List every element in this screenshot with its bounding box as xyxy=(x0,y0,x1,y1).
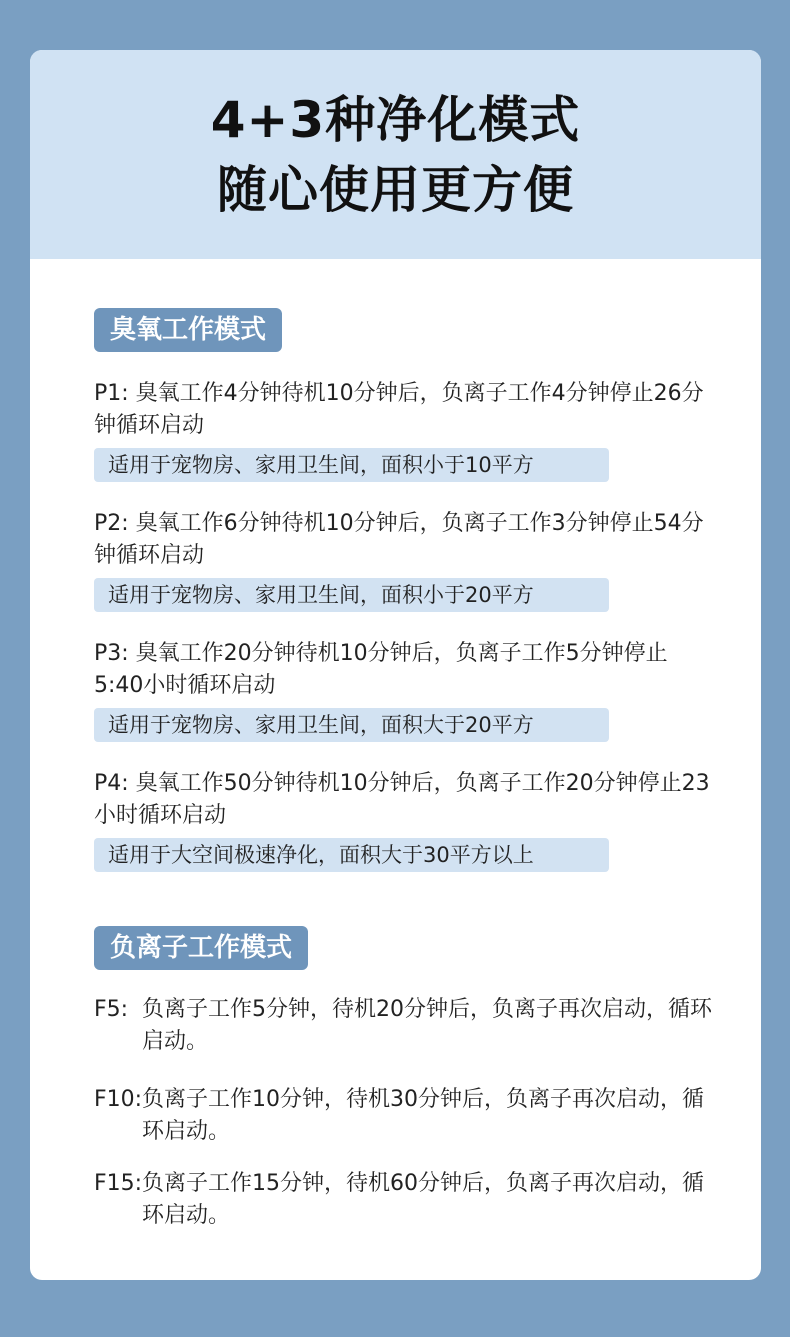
mode-description: P1: 臭氧工作4分钟待机10分钟后，负离子工作4分钟停止26分钟循环启动 xyxy=(94,381,704,438)
header-banner xyxy=(30,50,761,259)
ozone-section-title: 臭氧工作模式 xyxy=(94,308,282,352)
anion-section-title: 负离子工作模式 xyxy=(94,926,308,970)
content-card xyxy=(30,50,761,1280)
mode-description: 负离子工作5分钟，待机20分钟后，负离子再次启动，循环启动。 xyxy=(142,997,712,1054)
mode-description: P3: 臭氧工作20分钟待机10分钟后，负离子工作5分钟停止5:40小时循环启动 xyxy=(94,641,668,698)
mode-description: 负离子工作10分钟，待机30分钟后，负离子再次启动，循环启动。 xyxy=(142,1087,704,1144)
anion-mode-f15 xyxy=(94,1168,714,1232)
page-title-line-2: 随心使用更方便 xyxy=(217,160,574,219)
mode-description: P4: 臭氧工作50分钟待机10分钟后，负离子工作20分钟停止23小时循环启动 xyxy=(94,771,710,828)
page-title-line-1: 4+3种净化模式 xyxy=(210,90,581,149)
ozone-mode-p2 xyxy=(94,508,714,612)
mode-description: 负离子工作15分钟，待机60分钟后，负离子再次启动，循环启动。 xyxy=(142,1171,704,1228)
mode-code: F10: xyxy=(94,1087,143,1112)
mode-usage-note: 适用于宠物房、家用卫生间，面积大于20平方 xyxy=(94,708,609,742)
mode-usage-note: 适用于宠物房、家用卫生间，面积小于20平方 xyxy=(94,578,609,612)
anion-mode-f5 xyxy=(94,994,714,1058)
ozone-section xyxy=(94,308,714,872)
mode-code: F5: xyxy=(94,997,129,1022)
mode-usage-note: 适用于宠物房、家用卫生间，面积小于10平方 xyxy=(94,448,609,482)
ozone-mode-p4 xyxy=(94,768,714,872)
anion-section xyxy=(94,926,714,1232)
anion-mode-f10 xyxy=(94,1084,714,1148)
ozone-mode-p3 xyxy=(94,638,714,742)
mode-code: F15: xyxy=(94,1171,143,1196)
ozone-mode-p1 xyxy=(94,378,714,482)
mode-usage-note: 适用于大空间极速净化，面积大于30平方以上 xyxy=(94,838,609,872)
mode-description: P2: 臭氧工作6分钟待机10分钟后，负离子工作3分钟停止54分钟循环启动 xyxy=(94,511,704,568)
